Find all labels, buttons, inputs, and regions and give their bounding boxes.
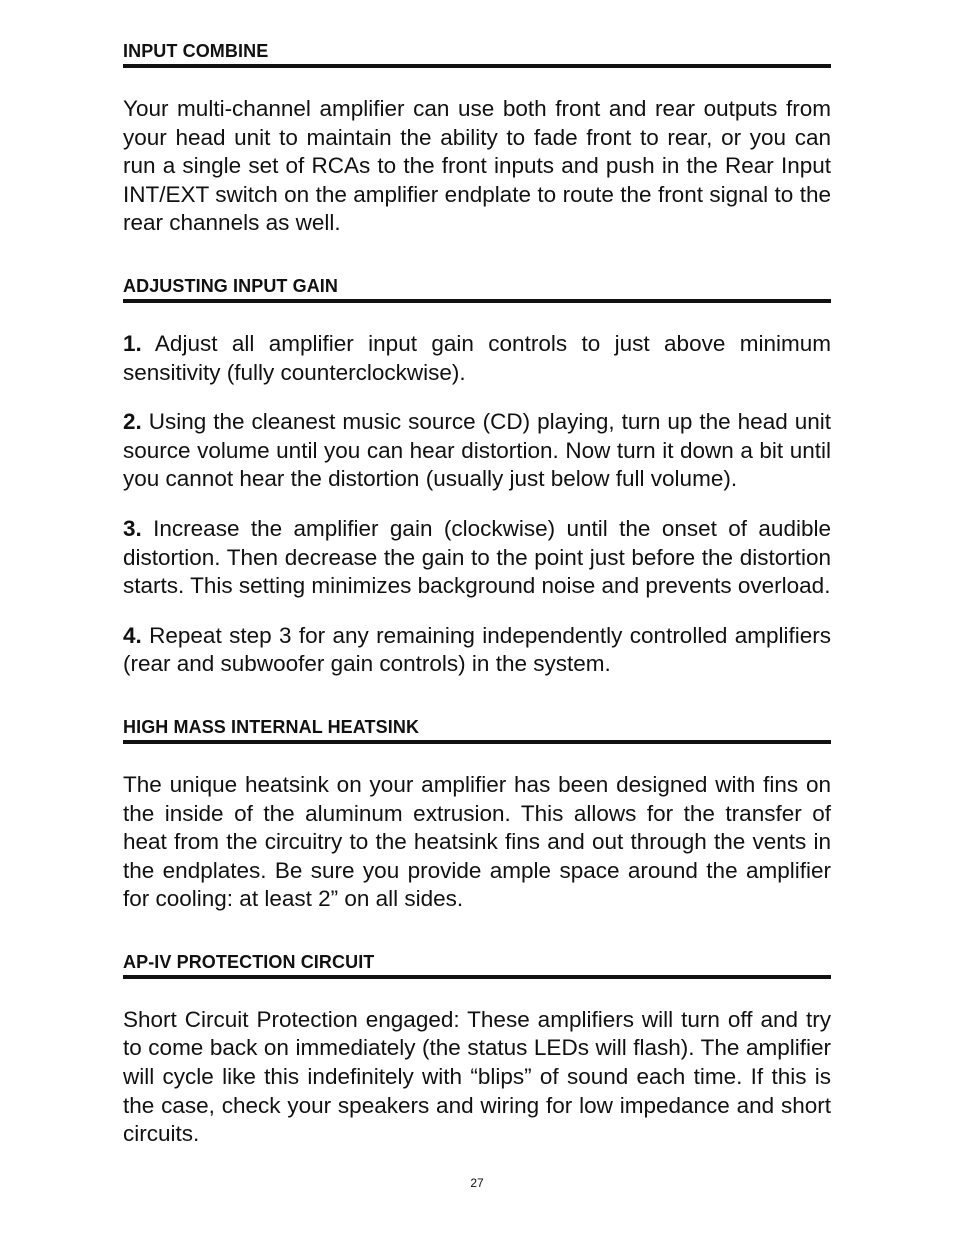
manual-page	[123, 40, 831, 1149]
step-number: 3.	[123, 515, 142, 541]
section-heading-heatsink: HIGH MASS INTERNAL HEATSINK	[123, 716, 831, 744]
step-number: 4.	[123, 622, 142, 648]
step-text: Using the cleanest music source (CD) playing, turn up the head unit source volume until you can hear distortion. Now turn it down a bit until you cannot hear the distortion (usually just below full volume).	[123, 409, 831, 492]
section-heading-protection-circuit: AP-IV PROTECTION CIRCUIT	[123, 951, 831, 979]
step-number: 1.	[123, 330, 142, 356]
protection-circuit-paragraph: Short Circuit Protection engaged: These amplifiers will turn off and try to come back on immediately (the status LEDs will flash). The amplifier will cycle like this indefinitely with “blips” of sound each time. If this is the case, check your speakers and wiring for low impedance and short circuits.	[123, 1006, 831, 1147]
gain-step-1	[123, 330, 831, 387]
section-heading-adjusting-input-gain: ADJUSTING INPUT GAIN	[123, 275, 831, 303]
gain-step-3	[123, 515, 831, 601]
gain-step-2	[123, 408, 831, 494]
heatsink-paragraph: The unique heatsink on your amplifier has been designed with fins on the inside of the aluminum extrusion. This allows for the transfer of heat from the circuitry to the heatsink fins and out through the vents in the endplates. Be sure you provide ample space around the amplifier for cooling: at least 2” on all sides.	[123, 771, 831, 912]
gain-step-4	[123, 622, 831, 679]
page-number: 27	[470, 1176, 484, 1190]
input-combine-paragraph: Your multi-channel amplifier can use both front and rear outputs from your head unit to maintain the ability to fade front to rear, or you can run a single set of RCAs to the front inputs and push in the Rear Input INT/EXT switch on the amplifier endplate to route the front signal to the rear channels as well.	[123, 96, 831, 236]
step-text: Adjust all amplifier input gain controls to just above minimum sensitivity (fully counterclockwise).	[123, 330, 831, 385]
step-text: Repeat step 3 for any remaining independently controlled amplifiers (rear and subwoofer gain controls) in the system.	[123, 622, 831, 677]
step-number: 2.	[123, 409, 142, 435]
section-heading-input-combine: INPUT COMBINE	[123, 40, 831, 68]
step-text: Increase the amplifier gain (clockwise) until the onset of audible distortion. Then decrease the gain to the point just before the distortion starts. This setting minimizes background noise and prevents overload.	[123, 515, 831, 599]
